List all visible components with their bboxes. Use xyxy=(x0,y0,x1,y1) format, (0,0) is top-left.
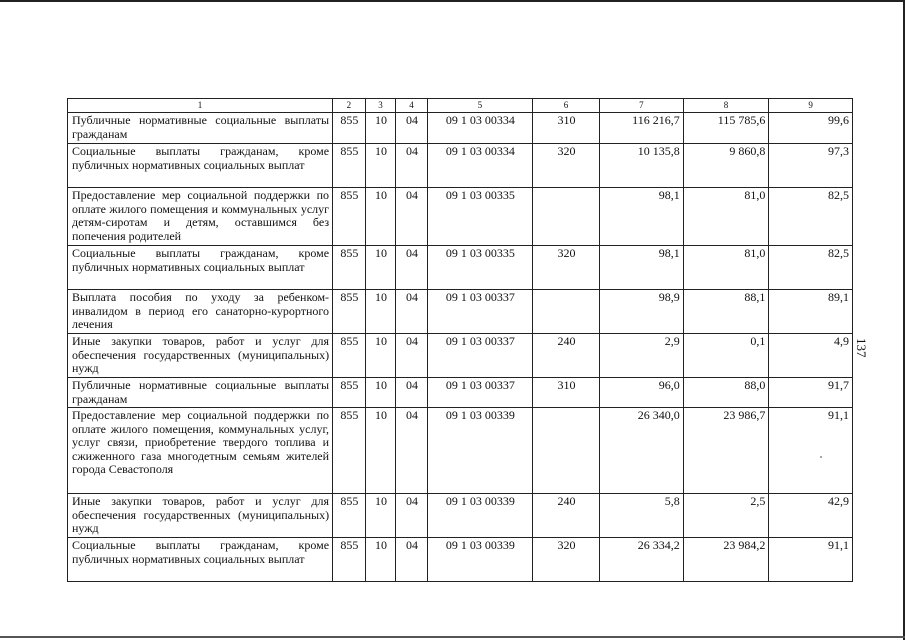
planned-amount: 116 216,7 xyxy=(600,113,684,144)
executed-amount: 9 860,8 xyxy=(683,144,769,188)
execution-percent: 91,1 xyxy=(769,538,853,582)
row-name: Публичные нормативные социальные выплаты гражданам xyxy=(68,378,333,408)
subsection-code: 04 xyxy=(396,113,428,144)
column-number: 9 xyxy=(769,99,853,113)
column-number: 3 xyxy=(365,99,396,113)
section-code: 10 xyxy=(365,378,396,408)
section-code: 10 xyxy=(365,290,396,334)
target-article: 09 1 03 00335 xyxy=(427,188,532,246)
subsection-code: 04 xyxy=(396,378,428,408)
execution-percent: 42,9 xyxy=(769,494,853,538)
section-code: 10 xyxy=(365,494,396,538)
planned-amount: 96,0 xyxy=(600,378,684,408)
row-name: Предоставление мер социальной поддержки по оплате жилого помещения, коммунальных услуг, услуг связи, приобретение твердого топлива и сжиженного газа многодетным семьям жителей города Севастополя xyxy=(68,408,333,494)
scan-speck xyxy=(820,456,822,458)
row-name: Социальные выплаты гражданам, кроме публичных нормативных социальных выплат xyxy=(68,538,333,582)
column-number: 6 xyxy=(532,99,599,113)
section-code: 10 xyxy=(365,408,396,494)
table-row xyxy=(68,290,853,334)
table-row xyxy=(68,113,853,144)
column-number: 2 xyxy=(333,99,366,113)
target-article: 09 1 03 00337 xyxy=(427,290,532,334)
execution-percent: 97,3 xyxy=(769,144,853,188)
subsection-code: 04 xyxy=(396,188,428,246)
row-name: Социальные выплаты гражданам, кроме публичных нормативных социальных выплат xyxy=(68,144,333,188)
planned-amount: 10 135,8 xyxy=(600,144,684,188)
table-row xyxy=(68,538,853,582)
section-code: 10 xyxy=(365,144,396,188)
scan-border-bottom xyxy=(0,636,905,638)
admin-code: 855 xyxy=(333,378,366,408)
target-article: 09 1 03 00334 xyxy=(427,113,532,144)
planned-amount: 2,9 xyxy=(600,334,684,378)
admin-code: 855 xyxy=(333,246,366,290)
execution-percent: 89,1 xyxy=(769,290,853,334)
planned-amount: 26 334,2 xyxy=(600,538,684,582)
executed-amount: 0,1 xyxy=(683,334,769,378)
table-row xyxy=(68,334,853,378)
expense-type: 320 xyxy=(532,246,599,290)
subsection-code: 04 xyxy=(396,144,428,188)
section-code: 10 xyxy=(365,246,396,290)
planned-amount: 98,9 xyxy=(600,290,684,334)
subsection-code: 04 xyxy=(396,334,428,378)
expense-type xyxy=(532,188,599,246)
column-number-row xyxy=(68,99,853,113)
admin-code: 855 xyxy=(333,538,366,582)
admin-code: 855 xyxy=(333,334,366,378)
table-row xyxy=(68,408,853,494)
row-name: Иные закупки товаров, работ и услуг для обеспечения государственных (муниципальных) нужд xyxy=(68,494,333,538)
target-article: 09 1 03 00334 xyxy=(427,144,532,188)
executed-amount: 88,1 xyxy=(683,290,769,334)
admin-code: 855 xyxy=(333,408,366,494)
row-name: Выплата пособия по уходу за ребенком-инвалидом в период его санаторно-курортного лечения xyxy=(68,290,333,334)
admin-code: 855 xyxy=(333,494,366,538)
admin-code: 855 xyxy=(333,188,366,246)
subsection-code: 04 xyxy=(396,246,428,290)
expense-type: 240 xyxy=(532,334,599,378)
target-article: 09 1 03 00335 xyxy=(427,246,532,290)
admin-code: 855 xyxy=(333,113,366,144)
executed-amount: 2,5 xyxy=(683,494,769,538)
admin-code: 855 xyxy=(333,144,366,188)
column-number: 7 xyxy=(600,99,684,113)
execution-percent: 91,7 xyxy=(769,378,853,408)
row-name: Социальные выплаты гражданам, кроме публичных нормативных социальных выплат xyxy=(68,246,333,290)
admin-code: 855 xyxy=(333,290,366,334)
execution-percent: 4,9 xyxy=(769,334,853,378)
section-code: 10 xyxy=(365,113,396,144)
table-row xyxy=(68,246,853,290)
column-number: 8 xyxy=(683,99,769,113)
executed-amount: 23 984,2 xyxy=(683,538,769,582)
expense-type: 240 xyxy=(532,494,599,538)
expense-type: 320 xyxy=(532,538,599,582)
page-number: 137 xyxy=(854,338,869,358)
subsection-code: 04 xyxy=(396,290,428,334)
expense-type: 320 xyxy=(532,144,599,188)
planned-amount: 5,8 xyxy=(600,494,684,538)
target-article: 09 1 03 00337 xyxy=(427,378,532,408)
column-number: 4 xyxy=(396,99,428,113)
subsection-code: 04 xyxy=(396,408,428,494)
target-article: 09 1 03 00339 xyxy=(427,494,532,538)
subsection-code: 04 xyxy=(396,538,428,582)
execution-percent: 82,5 xyxy=(769,188,853,246)
executed-amount: 88,0 xyxy=(683,378,769,408)
target-article: 09 1 03 00339 xyxy=(427,408,532,494)
row-name: Публичные нормативные социальные выплаты гражданам xyxy=(68,113,333,144)
table-row xyxy=(68,188,853,246)
target-article: 09 1 03 00339 xyxy=(427,538,532,582)
table-row xyxy=(68,494,853,538)
row-name: Иные закупки товаров, работ и услуг для обеспечения государственных (муниципальных) нужд xyxy=(68,334,333,378)
subsection-code: 04 xyxy=(396,494,428,538)
execution-percent: 99,6 xyxy=(769,113,853,144)
execution-percent: 82,5 xyxy=(769,246,853,290)
executed-amount: 115 785,6 xyxy=(683,113,769,144)
expense-type: 310 xyxy=(532,378,599,408)
expense-type: 310 xyxy=(532,113,599,144)
column-number: 5 xyxy=(427,99,532,113)
planned-amount: 98,1 xyxy=(600,188,684,246)
section-code: 10 xyxy=(365,538,396,582)
row-name: Предоставление мер социальной поддержки по оплате жилого помещения и коммунальных услуг детям-сиротам и детям, оставшимся без попечения родителей xyxy=(68,188,333,246)
expense-type xyxy=(532,408,599,494)
target-article: 09 1 03 00337 xyxy=(427,334,532,378)
section-code: 10 xyxy=(365,188,396,246)
scan-border-top xyxy=(0,0,905,2)
section-code: 10 xyxy=(365,334,396,378)
expense-type xyxy=(532,290,599,334)
planned-amount: 98,1 xyxy=(600,246,684,290)
planned-amount: 26 340,0 xyxy=(600,408,684,494)
executed-amount: 81,0 xyxy=(683,188,769,246)
execution-percent: 91,1 xyxy=(769,408,853,494)
table-row xyxy=(68,378,853,408)
column-number: 1 xyxy=(68,99,333,113)
executed-amount: 23 986,7 xyxy=(683,408,769,494)
table-row xyxy=(68,144,853,188)
executed-amount: 81,0 xyxy=(683,246,769,290)
budget-table xyxy=(67,98,853,582)
